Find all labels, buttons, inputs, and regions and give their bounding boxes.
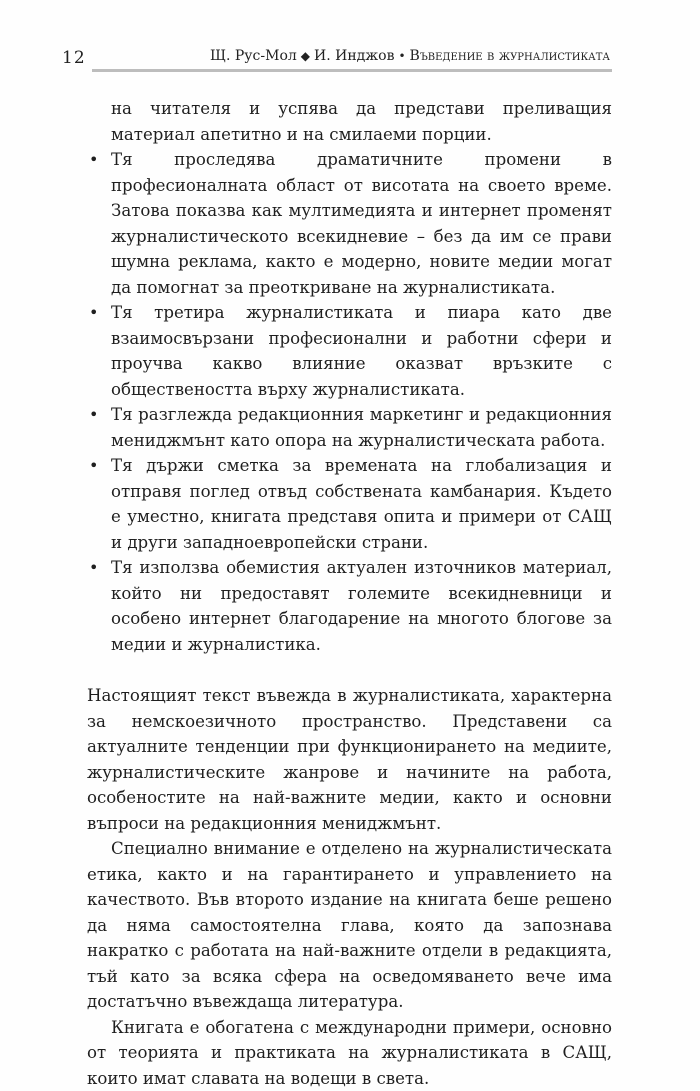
list-item-text: Тя държи сметка за времената на глобализация и отправя поглед отвъд собствената камбанария. Където е уместно, книгата представя опита и примери от САЩ и други западноевропейски страни. — [111, 456, 612, 552]
bullet-icon: • — [89, 453, 98, 479]
author-name-2: И. Инджов — [314, 48, 394, 64]
bullet-icon: • — [89, 555, 98, 581]
feature-list — [87, 147, 612, 657]
diamond-separator-icon: ◆ — [301, 49, 310, 63]
bullet-icon: • — [89, 300, 98, 326]
body-paragraph: Настоящият текст въвежда в журналистиката, характерна за немскоезичното пространство. Представени са актуалните тенденции при функционирането на медиите, журналистическите жанрове и начините на работа, особеностите на най-важните медии, както и основни въпроси на редакционния мениджмънт. — [87, 683, 612, 836]
page-body — [87, 96, 612, 1091]
list-item — [87, 300, 612, 402]
bullet-icon: • — [89, 147, 98, 173]
running-head-text — [210, 48, 610, 64]
section-gap — [87, 657, 612, 683]
list-item — [87, 402, 612, 453]
list-item-text: Тя проследява драматичните промени в професионалната област от висотата на своето време. Затова показва как мултимедията и интернет променят журналистическото всекидневие – без да им се прави шумна реклама, както е модерно, новите медии могат да помогнат за преоткриване на журналистиката. — [111, 150, 612, 297]
list-item-text: Тя третира журналистиката и пиара като две взаимосвързани професионални и работни сфери и проучва какво влияние оказват връзките с обществеността върху журналистиката. — [111, 303, 612, 399]
continued-bullet-text: на читателя и успява да представи преливащия материал апетитно и на смилаеми порции. — [87, 96, 612, 147]
author-name: Щ. Рус-Мол — [210, 48, 297, 64]
body-paragraph: Специално внимание е отделено на журналистическата етика, както и на гарантирането и управлението на качеството. Във второто издание на книгата беше решено да няма самостоятелна глава, която да запознава накратко с работата на най-важните отдели в редакцията, тъй като за всяка сфера на осведомяването вече има достатъчно въвеждаща литература. — [87, 836, 612, 1015]
body-paragraph: Книгата е обогатена с международни примери, основно от теорията и практиката на журналистиката в САЩ, които имат славата на водещи в света. — [87, 1015, 612, 1091]
list-item — [87, 453, 612, 555]
bullet-icon: • — [89, 402, 98, 428]
list-item-text: Тя използва обемистия актуален източников материал, който ни предоставят големите всекидневници и особено интернет благодарение на многото блогове за медии и журналистика. — [111, 558, 612, 654]
running-header — [60, 42, 612, 74]
list-item — [87, 555, 612, 657]
book-title: Въведение в журналистиката — [410, 48, 610, 64]
list-item — [87, 147, 612, 300]
bullet-separator-icon: • — [398, 49, 405, 63]
header-rule — [92, 69, 612, 72]
page-number: 12 — [62, 48, 86, 68]
list-item-text: Тя разглежда редакционния маркетинг и редакционния мениджмънт като опора на журналистическата работа. — [111, 405, 612, 450]
